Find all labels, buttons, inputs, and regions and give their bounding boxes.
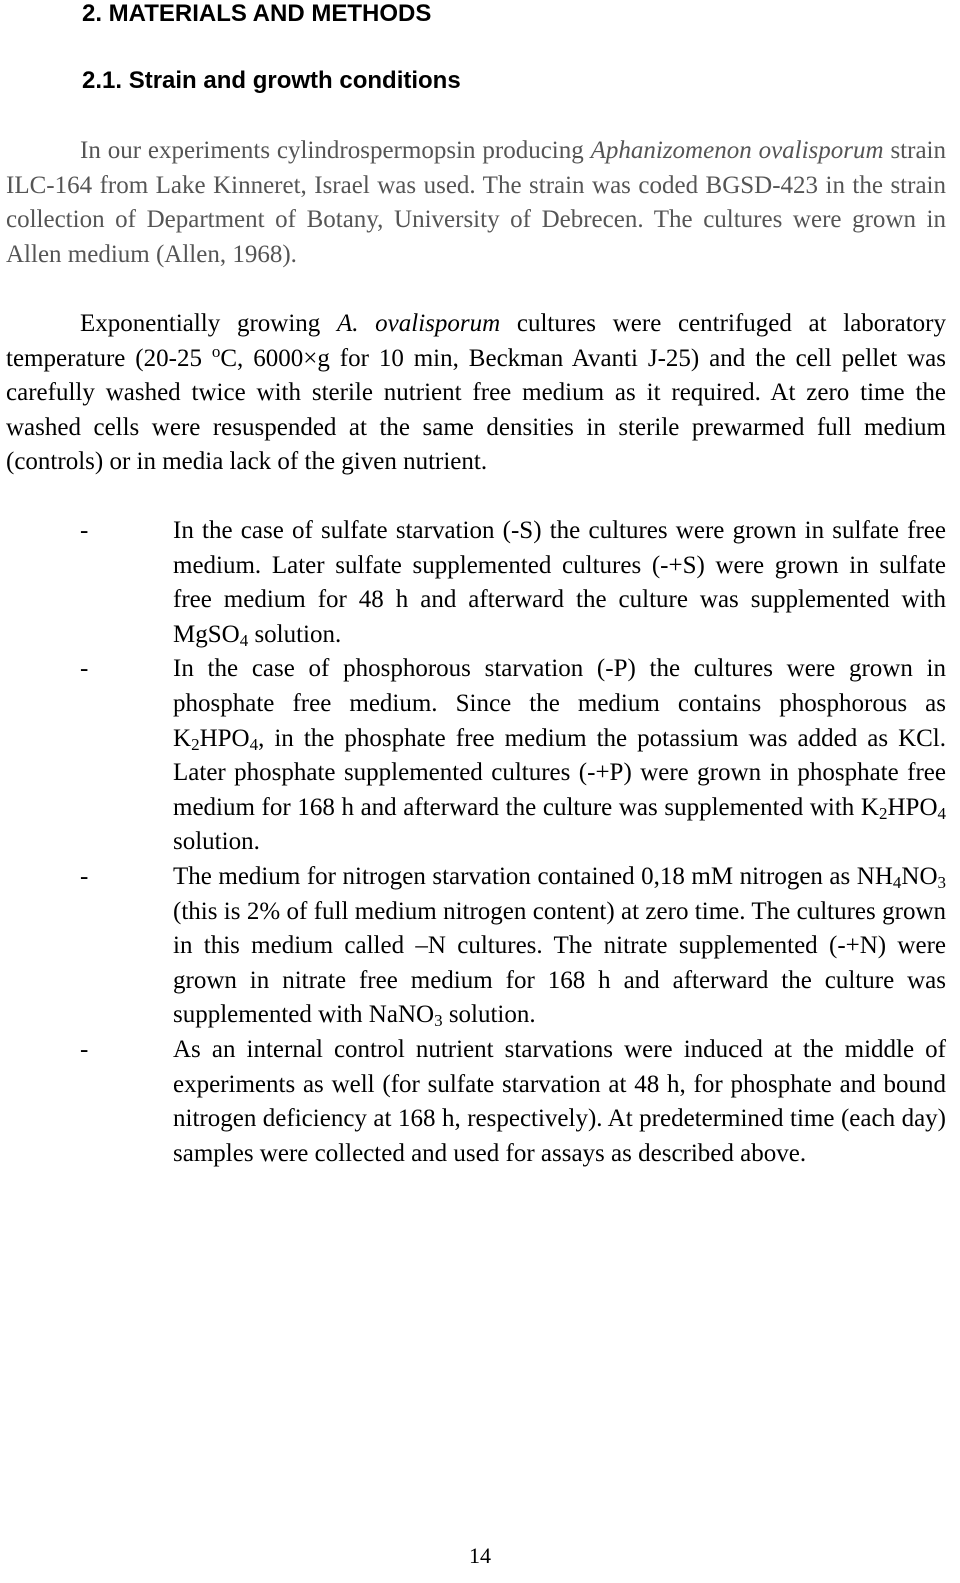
list-item-text: solution. <box>173 828 260 856</box>
paragraph-text: strain ILC-164 from Lake Kinneret, Israel was used. The strain was coded BGSD-423 in the strain collection of Department of Botany, University of Debrecen. The cultures were grown in Allen medium (Allen, 1968). <box>6 137 946 268</box>
subscript: 4 <box>239 630 249 650</box>
paragraph-strain <box>6 134 946 272</box>
subscript: 4 <box>892 872 902 892</box>
list-item-text: As an internal control nutrient starvations were induced at the middle of experiments as well (for sulfate starvation at 48 h, for phosphate and bound nitrogen deficiency at 168 h, respectively). At predetermined time (each day) samples were collected and used for assays as described above. <box>173 1035 946 1167</box>
list-item-sulfate <box>0 514 946 652</box>
species-name: A. ovalisporum <box>336 310 501 337</box>
page-number: 14 <box>469 1543 491 1568</box>
list-item-text: HPO <box>887 793 938 821</box>
list-item-text: solution. <box>248 620 342 648</box>
list-dash: - <box>80 862 89 890</box>
list-item-text: (this is 2% of full medium nitrogen content) at zero time. The cultures grown in this medium called –N cultures. The nitrate supplemented (-+N) were grown in nitrate free medium for 168 h and afterward the culture was supplemented with NaNO <box>173 897 946 1029</box>
degree-superscript: o <box>211 341 221 361</box>
paragraph-culture-prep <box>6 307 946 480</box>
list-item-text: In the case of sulfate starvation (-S) the cultures were grown in sulfate free medium. Later sulfate supplemented cultures (-+S) were grown in sulfate free medium for 48 h and afterward the culture was supplemented with MgSO <box>173 517 946 648</box>
list-item-text: The medium for nitrogen starvation contained 0,18 mM nitrogen as NH <box>173 862 893 890</box>
section-heading: 2. MATERIALS AND METHODS <box>82 0 432 27</box>
paragraph-text: C, 6000×g for 10 min, Beckman Avanti J-25) and the cell pellet was carefully washed twice with sterile nutrient free medium as it required. At zero time the washed cells were resuspended at the same densities in sterile prewarmed full medium (controls) or in media lack of the given nutrient. <box>6 344 946 476</box>
starvation-conditions-list <box>0 514 946 1171</box>
paragraph-text: In our experiments cylindrospermopsin producing <box>80 137 591 164</box>
paragraph-text: Exponentially growing <box>80 310 337 337</box>
subscript: 3 <box>434 1011 443 1031</box>
list-item-text: NO <box>901 862 938 890</box>
subscript: 4 <box>937 803 946 823</box>
list-dash: - <box>80 517 89 544</box>
subscript: 2 <box>878 803 888 823</box>
paragraph-text: cultures were centrifuged at laboratory temperature (20-25 <box>6 310 946 372</box>
species-name: Aphanizomenon ovalisporum <box>590 137 884 164</box>
list-item-text: , in the phosphate free medium the potassium was added as KCl. Later phosphate supplemented cultures (-+P) were grown in phosphate free medium for 168 h and afterward the culture was supplemented with K <box>173 724 946 821</box>
list-dash: - <box>80 655 89 683</box>
list-item-text: HPO <box>199 724 250 752</box>
list-item-text: In the case of phosphorous starvation (-P) the cultures were grown in phosphate free medium. Since the medium contains phosphorous as K <box>173 655 946 752</box>
subscript: 2 <box>191 734 200 754</box>
subscript: 3 <box>937 872 946 892</box>
list-dash: - <box>80 1035 89 1063</box>
list-item-phosphorous <box>0 652 946 860</box>
subsection-heading: 2.1. Strain and growth conditions <box>82 67 461 94</box>
list-item-text: solution. <box>442 1001 536 1029</box>
list-item-nitrogen <box>0 860 946 1033</box>
subscript: 4 <box>249 734 259 754</box>
list-item-internal-control <box>0 1033 946 1171</box>
